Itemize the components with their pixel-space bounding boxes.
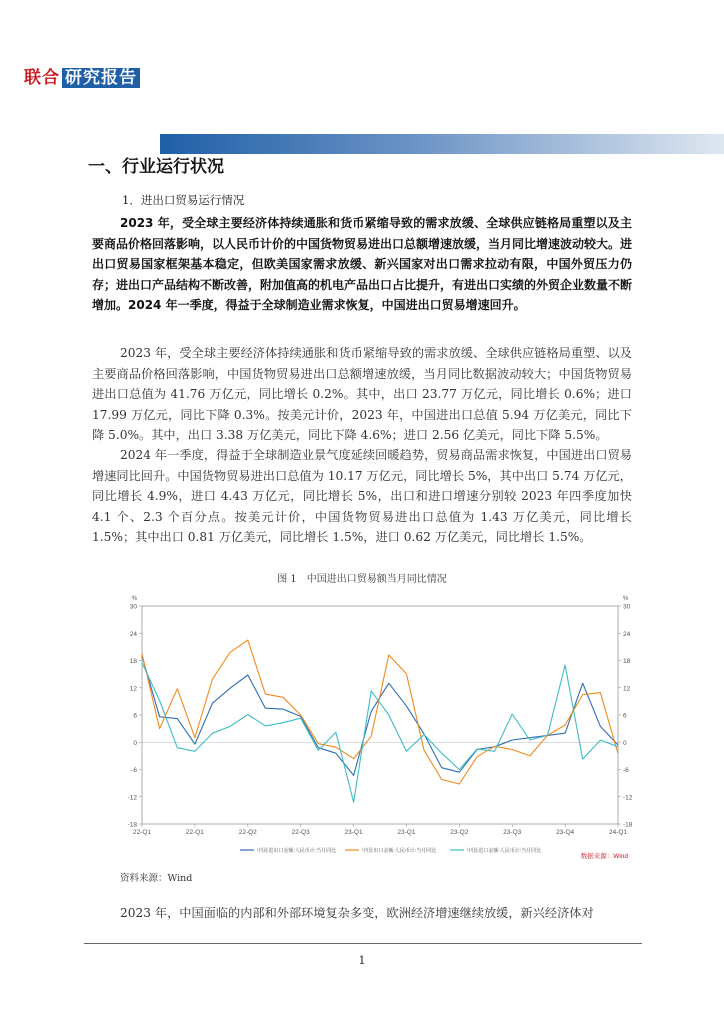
y-tick-label-right: 30	[623, 603, 631, 611]
paragraph-2023: 2023 年，受全球主要经济体持续通胀和货币紧缩导致的需求放缓、全球供应链格局重塑、以及主要商品价格回落影响，中国货物贸易进出口总额增速放缓，当月同比数据波动较大；中国货物贸易进出口总值为 41.76 万亿元，同比增长 0.2%。其中，出口 23.77 万亿元，同比增长 0.6%；进口 17.99 万亿元，同比下降 0.3%。按美元计价，2023 年，中国进出口总值 5.94 万亿美元，同比下降 5.0%。其中，出口 3.38 万亿美元，同比下降 4.6%；进口 2.56 亿美元，同比下降 5.5%。	[92, 346, 632, 442]
brand-red-text: 联合	[24, 68, 60, 88]
series-line-total	[142, 656, 618, 775]
legend-label-export: 中国:出口金额:人民币计:当月同比	[362, 848, 437, 854]
x-tick-label: 22-Q2	[238, 829, 257, 836]
x-tick-label: 23-Q1	[344, 829, 363, 836]
y-tick-label-right: -12	[623, 794, 633, 802]
y-tick-label-left: -6	[131, 767, 137, 774]
figure-source: 资料来源：Wind	[120, 873, 193, 884]
x-tick-label: 23-Q4	[556, 829, 575, 836]
x-tick-label: 23-Q3	[503, 829, 522, 836]
section-title: 一、行业运行状况	[88, 157, 224, 177]
y-tick-label-left: 6	[133, 712, 137, 720]
page-number: 1	[358, 954, 366, 967]
x-tick-label: 22-Q1	[185, 829, 204, 836]
paragraph-continuation: 2023 年，中国面临的内部和外部环境复杂多变，欧洲经济增速继续放缓，新兴经济体对	[120, 906, 594, 920]
header-gradient-bar	[160, 134, 724, 154]
figure-title: 图 1 中国进出口贸易额当月同比情况	[277, 574, 447, 585]
x-tick-label: 23-Q2	[450, 829, 469, 836]
trade-yoy-line-chart	[120, 592, 640, 862]
y-unit-left: %	[131, 596, 137, 602]
series-line-import	[142, 663, 618, 802]
y-tick-label-left: 18	[129, 658, 137, 665]
y-tick-label-right: 6	[623, 712, 627, 720]
legend-label-total: 中国:进出口金额:人民币计:当月同比	[257, 848, 337, 854]
summary-paragraph: 2023 年，受全球主要经济体持续通胀和货币紧缩导致的需求放缓、全球供应链格局重塑以及主要商品价格回落影响，以人民币计价的中国货物贸易进出口总额增速放缓，当月同比增速波动较大。进出口贸易国家框架基本稳定，但欧美国家需求放缓、新兴国家对出口需求拉动有限，中国外贸压力仍存；进出口产品结构不断改善，附加值高的机电产品出口占比提升，有进出口实绩的外贸企业数量不断增加。2024 年一季度，得益于全球制造业需求恢复，中国进出口贸易增速回升。	[92, 216, 633, 312]
y-tick-label-left: -12	[127, 794, 137, 802]
brand-logo	[24, 68, 140, 88]
x-tick-label: 24-Q1	[608, 829, 628, 836]
y-tick-label-left: 0	[133, 739, 137, 747]
y-tick-label-right: 18	[623, 658, 631, 665]
x-tick-label: 22-Q1	[132, 829, 152, 836]
y-unit-right: %	[623, 596, 629, 602]
brand-blue-text: 研究报告	[62, 68, 140, 88]
series-line-export	[142, 640, 618, 784]
legend-label-import: 中国:进口金额:人民币计:当月同比	[467, 848, 542, 854]
y-tick-label-right: -18	[623, 821, 633, 829]
y-tick-label-left: 12	[129, 685, 137, 693]
y-tick-label-left: 30	[129, 603, 137, 611]
footer-rule	[84, 943, 642, 944]
x-tick-label: 22-Q3	[291, 829, 310, 836]
y-tick-label-right: 0	[623, 739, 627, 747]
y-tick-label-right: 12	[623, 685, 631, 693]
y-tick-label-right: -6	[623, 767, 629, 774]
y-tick-label-left: -18	[127, 821, 137, 829]
x-tick-label: 23-Q1	[397, 829, 416, 836]
paragraph-2024q1: 2024 年一季度，得益于全球制造业景气度延续回暖趋势，贸易商品需求恢复，中国进出口贸易增速同比回升。中国货物贸易进出口总值为 10.17 万亿元，同比增长 5%，其中出口 5.74 万亿元，同比增长 4.9%，进口 4.43 万亿元，同比增长 5%，出口和进口增速分别较 2023 年四季度加快 4.1 个、2.3 个百分点。按美元计价，中国货物贸易进出口总值为 1.43 万亿美元，同比增长 1.5%；其中出口 0.81 万亿美元，同比增长 1.5%，进口 0.62 万亿美元，同比增长 1.5%。	[92, 448, 632, 544]
chart-source-label: 数据来源：Wind	[580, 853, 628, 860]
y-tick-label-right: 24	[623, 630, 631, 638]
plot-frame	[142, 606, 618, 824]
y-tick-label-left: 24	[129, 630, 137, 638]
subsection-heading: 1．进出口贸易运行情况	[122, 193, 245, 207]
